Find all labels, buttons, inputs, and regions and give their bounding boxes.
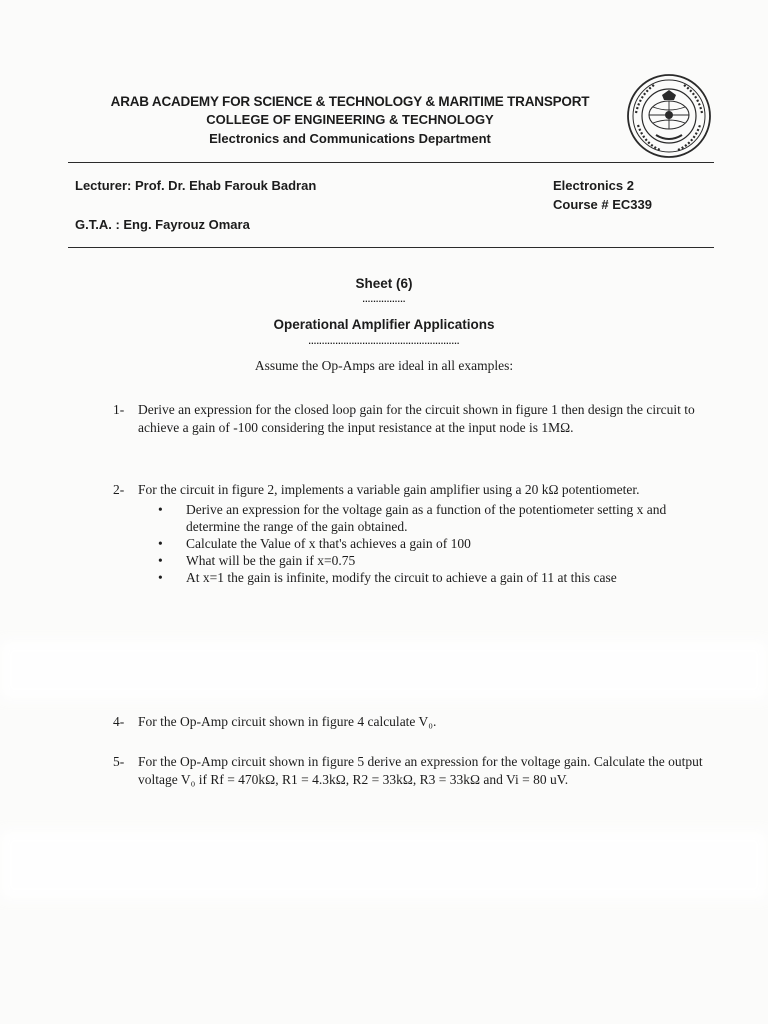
college-name: COLLEGE OF ENGINEERING & TECHNOLOGY (206, 112, 494, 127)
question-text: For the circuit in figure 2, implements a variable gain amplifier using a 20 kΩ potentiometer. (138, 482, 640, 497)
gta-name: G.T.A. : Eng. Fayrouz Omara (75, 217, 250, 232)
question-4 (113, 713, 703, 731)
bullet-icon: • (158, 502, 163, 517)
sheet-title-underline: ................ (362, 294, 406, 304)
document-header (60, 90, 640, 146)
bullet-icon: • (158, 570, 163, 585)
blurred-region (0, 830, 768, 900)
list-item: • What will be the gain if x=0.75 (158, 553, 356, 568)
blurred-region (0, 640, 768, 700)
header-divider (68, 162, 714, 163)
list-item: • At x=1 the gain is infinite, modify the circuit to achieve a gain of 11 at this case (158, 570, 617, 585)
sheet-title: Sheet (6) (355, 276, 413, 291)
assumption-note: Assume the Op-Amps are ideal in all examples: (254, 358, 514, 373)
question-5 (113, 753, 703, 789)
question-number: 4- (113, 714, 125, 729)
course-number: Course # EC339 (553, 197, 652, 212)
question-text: For the Op-Amp circuit shown in figure 5 derive an expression for the voltage gain. Calculate the output voltage V₀ if Rf = 470kΩ, R1 = 4.3kΩ, R2 = 33kΩ, R3 = 33kΩ and Vi = 80 uV. (138, 754, 703, 787)
academy-seal-logo (626, 73, 712, 159)
question-1 (113, 401, 703, 437)
question-number: 5- (113, 754, 125, 769)
question-number: 2- (113, 482, 125, 497)
info-divider (68, 247, 714, 248)
sheet-subtitle-underline: ........................................................ (308, 336, 460, 346)
course-name: Electronics 2 (553, 178, 634, 193)
list-item: • Derive an expression for the voltage gain as a function of the potentiometer setting x and determine the range of the gain obtained. (158, 502, 667, 534)
department-name: Electronics and Communications Department (209, 131, 491, 146)
question-2 (113, 481, 703, 586)
lecturer-name: Lecturer: Prof. Dr. Ehab Farouk Badran (75, 178, 317, 193)
institution-name: ARAB ACADEMY FOR SCIENCE & TECHNOLOGY & MARITIME TRANSPORT (110, 94, 590, 109)
bullet-icon: • (158, 553, 163, 568)
question-text: Derive an expression for the closed loop gain for the circuit shown in figure 1 then design the circuit to achieve a gain of -100 considering the input resistance at the input node is 1MΩ. (138, 402, 695, 435)
question-2-subparts (113, 501, 703, 586)
question-number: 1- (113, 402, 125, 417)
question-text: For the Op-Amp circuit shown in figure 4 calculate V₀. (138, 714, 437, 729)
list-item: • Calculate the Value of x that's achieves a gain of 100 (158, 536, 471, 551)
bullet-icon: • (158, 536, 163, 551)
sheet-subtitle: Operational Amplifier Applications (273, 317, 495, 332)
